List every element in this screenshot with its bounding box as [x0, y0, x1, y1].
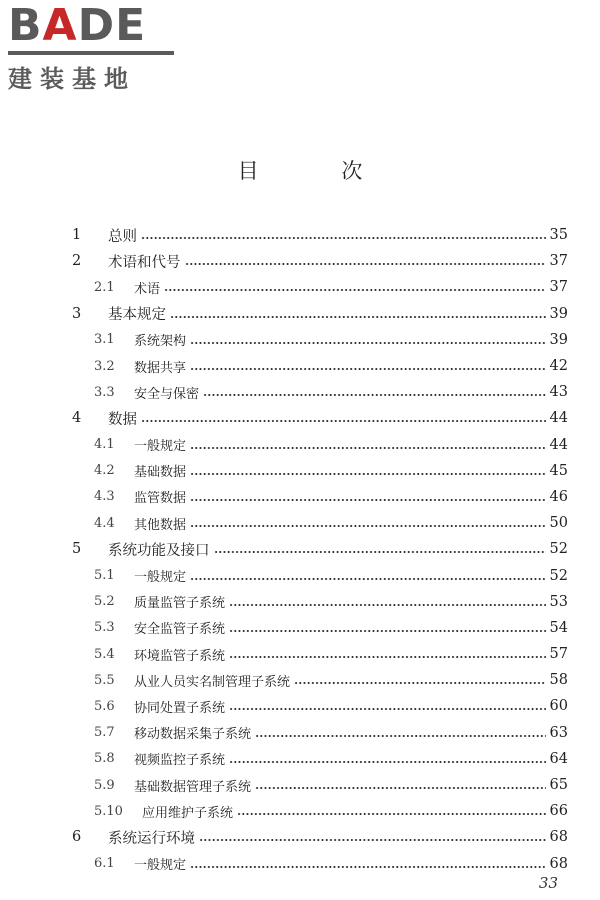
toc-entry-page: 37	[549, 279, 568, 296]
toc-dot-leader	[190, 498, 546, 502]
toc-entry-page: 58	[549, 672, 568, 689]
toc-dot-leader	[294, 681, 546, 685]
toc-entry-label: 从业人员实名制管理子系统	[134, 674, 291, 690]
toc-entry[interactable]	[72, 693, 568, 719]
toc-entry-page: 64	[549, 750, 568, 767]
table-of-contents	[72, 222, 568, 877]
toc-entry[interactable]	[72, 562, 568, 588]
toc-entry-number: 4.1	[94, 437, 115, 453]
toc-entry-label: 环境监管子系统	[134, 648, 226, 664]
toc-entry-number: 4	[72, 410, 82, 427]
toc-entry-label: 基础数据	[134, 465, 187, 481]
toc-entry[interactable]	[72, 615, 568, 641]
toc-dot-leader	[190, 524, 546, 528]
toc-dot-leader	[229, 707, 546, 711]
toc-dot-leader	[141, 236, 546, 240]
toc-entry[interactable]	[72, 484, 568, 510]
toc-entry-page: 52	[549, 541, 568, 558]
toc-dot-leader	[229, 603, 546, 607]
toc-entry[interactable]	[72, 510, 568, 536]
toc-dot-leader	[229, 760, 546, 764]
page-number: 33	[538, 874, 558, 892]
toc-entry-page: 52	[549, 567, 568, 584]
toc-entry-number: 3	[72, 305, 82, 322]
toc-dot-leader	[237, 812, 546, 816]
toc-entry[interactable]	[72, 432, 568, 458]
toc-entry-number: 5.2	[94, 594, 115, 610]
toc-entry[interactable]	[72, 667, 568, 693]
toc-entry-page: 45	[549, 462, 568, 479]
toc-entry[interactable]	[72, 798, 568, 824]
toc-entry[interactable]	[72, 746, 568, 772]
toc-entry-number: 5.10	[94, 803, 123, 819]
toc-entry-number: 4.4	[94, 515, 115, 531]
toc-dot-leader	[185, 262, 546, 266]
toc-entry-number: 5.7	[94, 725, 115, 741]
toc-entry-number: 5.6	[94, 698, 115, 714]
toc-entry-number: 6	[72, 829, 82, 846]
toc-dot-leader	[190, 367, 546, 371]
toc-dot-leader	[214, 550, 546, 554]
toc-entry[interactable]	[72, 458, 568, 484]
toc-entry[interactable]	[72, 222, 568, 248]
toc-entry-page: 43	[549, 384, 568, 401]
logo-letters-de: DE	[77, 0, 147, 51]
toc-entry-number: 5	[72, 541, 82, 558]
toc-entry-label: 术语	[134, 281, 161, 297]
toc-entry[interactable]	[72, 641, 568, 667]
toc-entry-number: 5.4	[94, 646, 115, 662]
toc-entry-page: 39	[549, 305, 568, 322]
toc-entry[interactable]	[72, 301, 568, 327]
toc-entry-label: 总则	[108, 228, 137, 245]
toc-entry-label: 移动数据采集子系统	[134, 727, 252, 743]
toc-dot-leader	[190, 577, 546, 581]
toc-entry[interactable]	[72, 772, 568, 798]
toc-entry-number: 2.1	[94, 279, 115, 295]
toc-entry-label: 视频监控子系统	[134, 753, 226, 769]
toc-dot-leader	[190, 446, 546, 450]
toc-entry-number: 5.1	[94, 568, 115, 584]
toc-entry-page: 42	[549, 358, 568, 375]
toc-dot-leader	[190, 865, 546, 869]
logo-chinese-text: 建装基地	[8, 65, 136, 93]
toc-entry-number: 5.5	[94, 672, 115, 688]
toc-entry-label: 基本规定	[108, 307, 166, 324]
toc-entry-label: 系统运行环境	[108, 830, 195, 847]
toc-entry-page: 44	[549, 410, 568, 427]
toc-entry-page: 66	[549, 803, 568, 820]
logo-letter-a: A	[42, 0, 78, 51]
logo-rule	[8, 51, 174, 55]
toc-entry-label: 术语和代号	[108, 254, 181, 271]
toc-entry-number: 1	[72, 227, 82, 244]
toc-entry-page: 53	[549, 593, 568, 610]
toc-entry-number: 4.3	[94, 489, 115, 505]
toc-entry-number: 6.1	[94, 856, 115, 872]
toc-entry-page: 39	[549, 331, 568, 348]
toc-entry-label: 安全与保密	[134, 386, 200, 402]
toc-entry-label: 系统架构	[134, 334, 187, 350]
toc-entry-page: 46	[549, 488, 568, 505]
toc-entry-label: 监管数据	[134, 491, 187, 507]
toc-entry-label: 其他数据	[134, 517, 187, 533]
toc-entry-label: 一般规定	[134, 858, 187, 874]
toc-dot-leader	[164, 288, 546, 292]
bade-logo	[8, 0, 183, 94]
toc-entry-number: 5.3	[94, 620, 115, 636]
toc-dot-leader	[170, 315, 546, 319]
toc-entry-page: 60	[549, 698, 568, 715]
toc-entry[interactable]	[72, 720, 568, 746]
toc-entry[interactable]	[72, 248, 568, 274]
toc-entry-number: 4.2	[94, 463, 115, 479]
toc-entry[interactable]	[72, 851, 568, 877]
toc-entry-label: 数据共享	[134, 360, 187, 376]
toc-dot-leader	[190, 472, 546, 476]
toc-dot-leader	[190, 341, 546, 345]
logo-letters-b: B	[8, 0, 43, 51]
toc-entry-page: 54	[549, 619, 568, 636]
toc-title: 目 次	[237, 159, 401, 183]
toc-dot-leader	[229, 629, 546, 633]
toc-entry-label: 一般规定	[134, 439, 187, 455]
toc-entry-page: 68	[549, 829, 568, 846]
logo-wordmark	[8, 0, 183, 51]
toc-entry-page: 37	[549, 253, 568, 270]
toc-entry[interactable]	[72, 379, 568, 405]
toc-entry-page: 44	[549, 436, 568, 453]
toc-entry-label: 协同处置子系统	[134, 700, 226, 716]
toc-entry-label: 基础数据管理子系统	[134, 779, 252, 795]
toc-entry-label: 质量监管子系统	[134, 596, 226, 612]
toc-dot-leader	[141, 419, 546, 423]
toc-entry-label: 安全监管子系统	[134, 622, 226, 638]
toc-entry[interactable]	[72, 405, 568, 431]
toc-entry[interactable]	[72, 824, 568, 850]
toc-entry-number: 5.8	[94, 751, 115, 767]
toc-entry-label: 应用维护子系统	[142, 805, 234, 821]
toc-dot-leader	[203, 393, 546, 397]
toc-entry-page: 57	[549, 646, 568, 663]
toc-entry-number: 3.3	[94, 384, 115, 400]
toc-entry[interactable]	[72, 327, 568, 353]
toc-entry-number: 3.1	[94, 332, 115, 348]
toc-entry-page: 63	[549, 724, 568, 741]
toc-entry-page: 65	[549, 777, 568, 794]
toc-entry[interactable]	[72, 589, 568, 615]
toc-entry-page: 68	[549, 855, 568, 872]
toc-entry-label: 数据	[108, 411, 137, 428]
toc-entry-number: 2	[72, 253, 82, 270]
toc-entry-label: 系统功能及接口	[108, 542, 210, 559]
toc-entry-page: 50	[549, 515, 568, 532]
toc-dot-leader	[199, 838, 546, 842]
toc-dot-leader	[255, 786, 546, 790]
toc-entry-label: 一般规定	[134, 570, 187, 586]
toc-entry-page: 35	[549, 227, 568, 244]
toc-entry[interactable]	[72, 536, 568, 562]
toc-dot-leader	[255, 734, 546, 738]
toc-dot-leader	[229, 655, 546, 659]
toc-entry[interactable]	[72, 274, 568, 300]
toc-entry-number: 3.2	[94, 358, 115, 374]
toc-entry-number: 5.9	[94, 777, 115, 793]
toc-entry[interactable]	[72, 353, 568, 379]
